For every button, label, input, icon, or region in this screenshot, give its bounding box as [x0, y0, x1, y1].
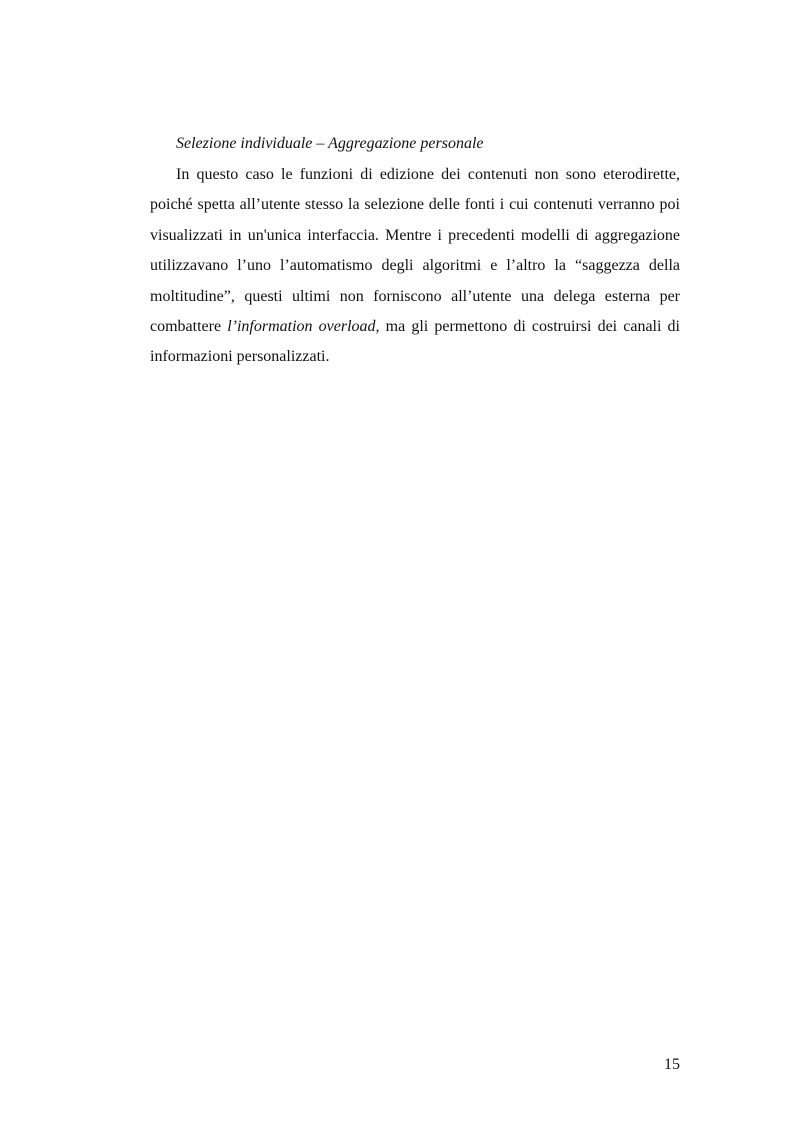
section-heading: Selezione individuale – Aggregazione personale [176, 135, 484, 152]
italic-term: l’information overload, [227, 318, 380, 336]
paragraph-text-part-1: In questo caso le funzioni di edizione dei contenuti non sono eterodirette, poiché spetta all’utente stesso la selezione delle fonti i cui contenuti verranno poi visualizzati in un'unica interfaccia. Mentre i precedenti modelli di aggregazione utilizzavano l’uno l’automatismo degli algoritmi e l’altro la “saggezza della moltitudine”, questi ultimi non forniscono all’utente una delega esterna per combattere [150, 166, 680, 336]
page-number: 15 [664, 1056, 680, 1073]
paragraph-text-part-2: ma gli permettono di costruirsi dei canali di informazioni personalizzati. [150, 318, 681, 366]
body-paragraph [150, 160, 680, 373]
